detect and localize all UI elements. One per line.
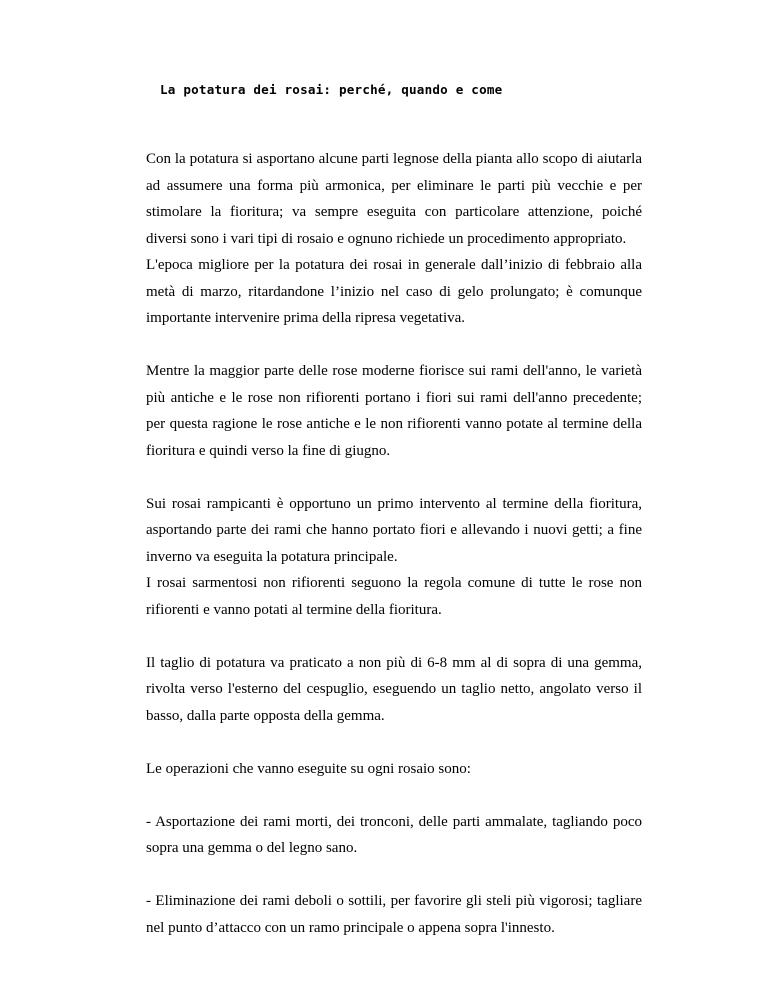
paragraph-spacer [146,332,642,359]
paragraph-rambling-roses: I rosai sarmentosi non rifiorenti seguono la regola comune di tutte le rose non rifiorenti e vanno potati al termine della fioritura. [146,575,642,618]
paragraph-spacer [146,623,642,650]
paragraph-climbing-roses: Sui rosai rampicanti è opportuno un primo intervento al termine della fioritura, asportando parte dei rami che hanno portato fiori e allevando i nuovi getti; a fine inverno va eseguita la potatura principale. [146,495,642,565]
paragraph-spacer [146,464,642,491]
paragraph-cut-technique: Il taglio di potatura va praticato a non più di 6-8 mm al di sopra di una gemma, rivolta verso l'esterno del cespuglio, eseguendo un taglio netto, angolato verso il basso, dalla parte opposta della gemma. [146,654,642,724]
list-item-weak-branches: - Eliminazione dei rami deboli o sottili, per favorire gli steli più vigorosi; tagliare nel punto d’attacco con un ramo principale o appena sopra l'innesto. [146,893,642,936]
paragraph-operations-intro: Le operazioni che vanno eseguite su ogni rosaio sono: [146,760,471,777]
paragraph-modern-roses: Mentre la maggior parte delle rose moderne fiorisce sui rami dell'anno, le varietà più antiche e le rose non rifiorenti portano i fiori sui rami dell'anno precedente; per questa ragione le rose antiche e le non rifiorenti vanno potate al termine della fioritura e quindi verso la fine di giugno. [146,363,642,459]
paragraph-spacer [146,729,642,756]
list-item-dead-branches: - Asportazione dei rami morti, dei tronconi, delle parti ammalate, tagliando poco sopra una gemma o del legno sano. [146,813,642,856]
document-body [146,146,642,941]
paragraph-intro: Con la potatura si asportano alcune parti legnose della pianta allo scopo di aiutarla ad assumere una forma più armonica, per eliminare le parti più vecchie e per stimolare la fioritura; va sempre eseguita con particolare attenzione, poiché diversi sono i vari tipi di rosaio e ognuno richiede un procedimento appropriato. [146,151,642,247]
page-title: La potatura dei rosai: perché, quando e come [160,82,503,97]
paragraph-timing: L'epoca migliore per la potatura dei rosai in generale dall’inizio di febbraio alla metà di marzo, ritardandone l’inizio nel caso di gelo prolungato; è comunque importante intervenire prima della ripresa vegetativa. [146,257,642,326]
paragraph-spacer [146,862,642,889]
paragraph-spacer [146,782,642,809]
